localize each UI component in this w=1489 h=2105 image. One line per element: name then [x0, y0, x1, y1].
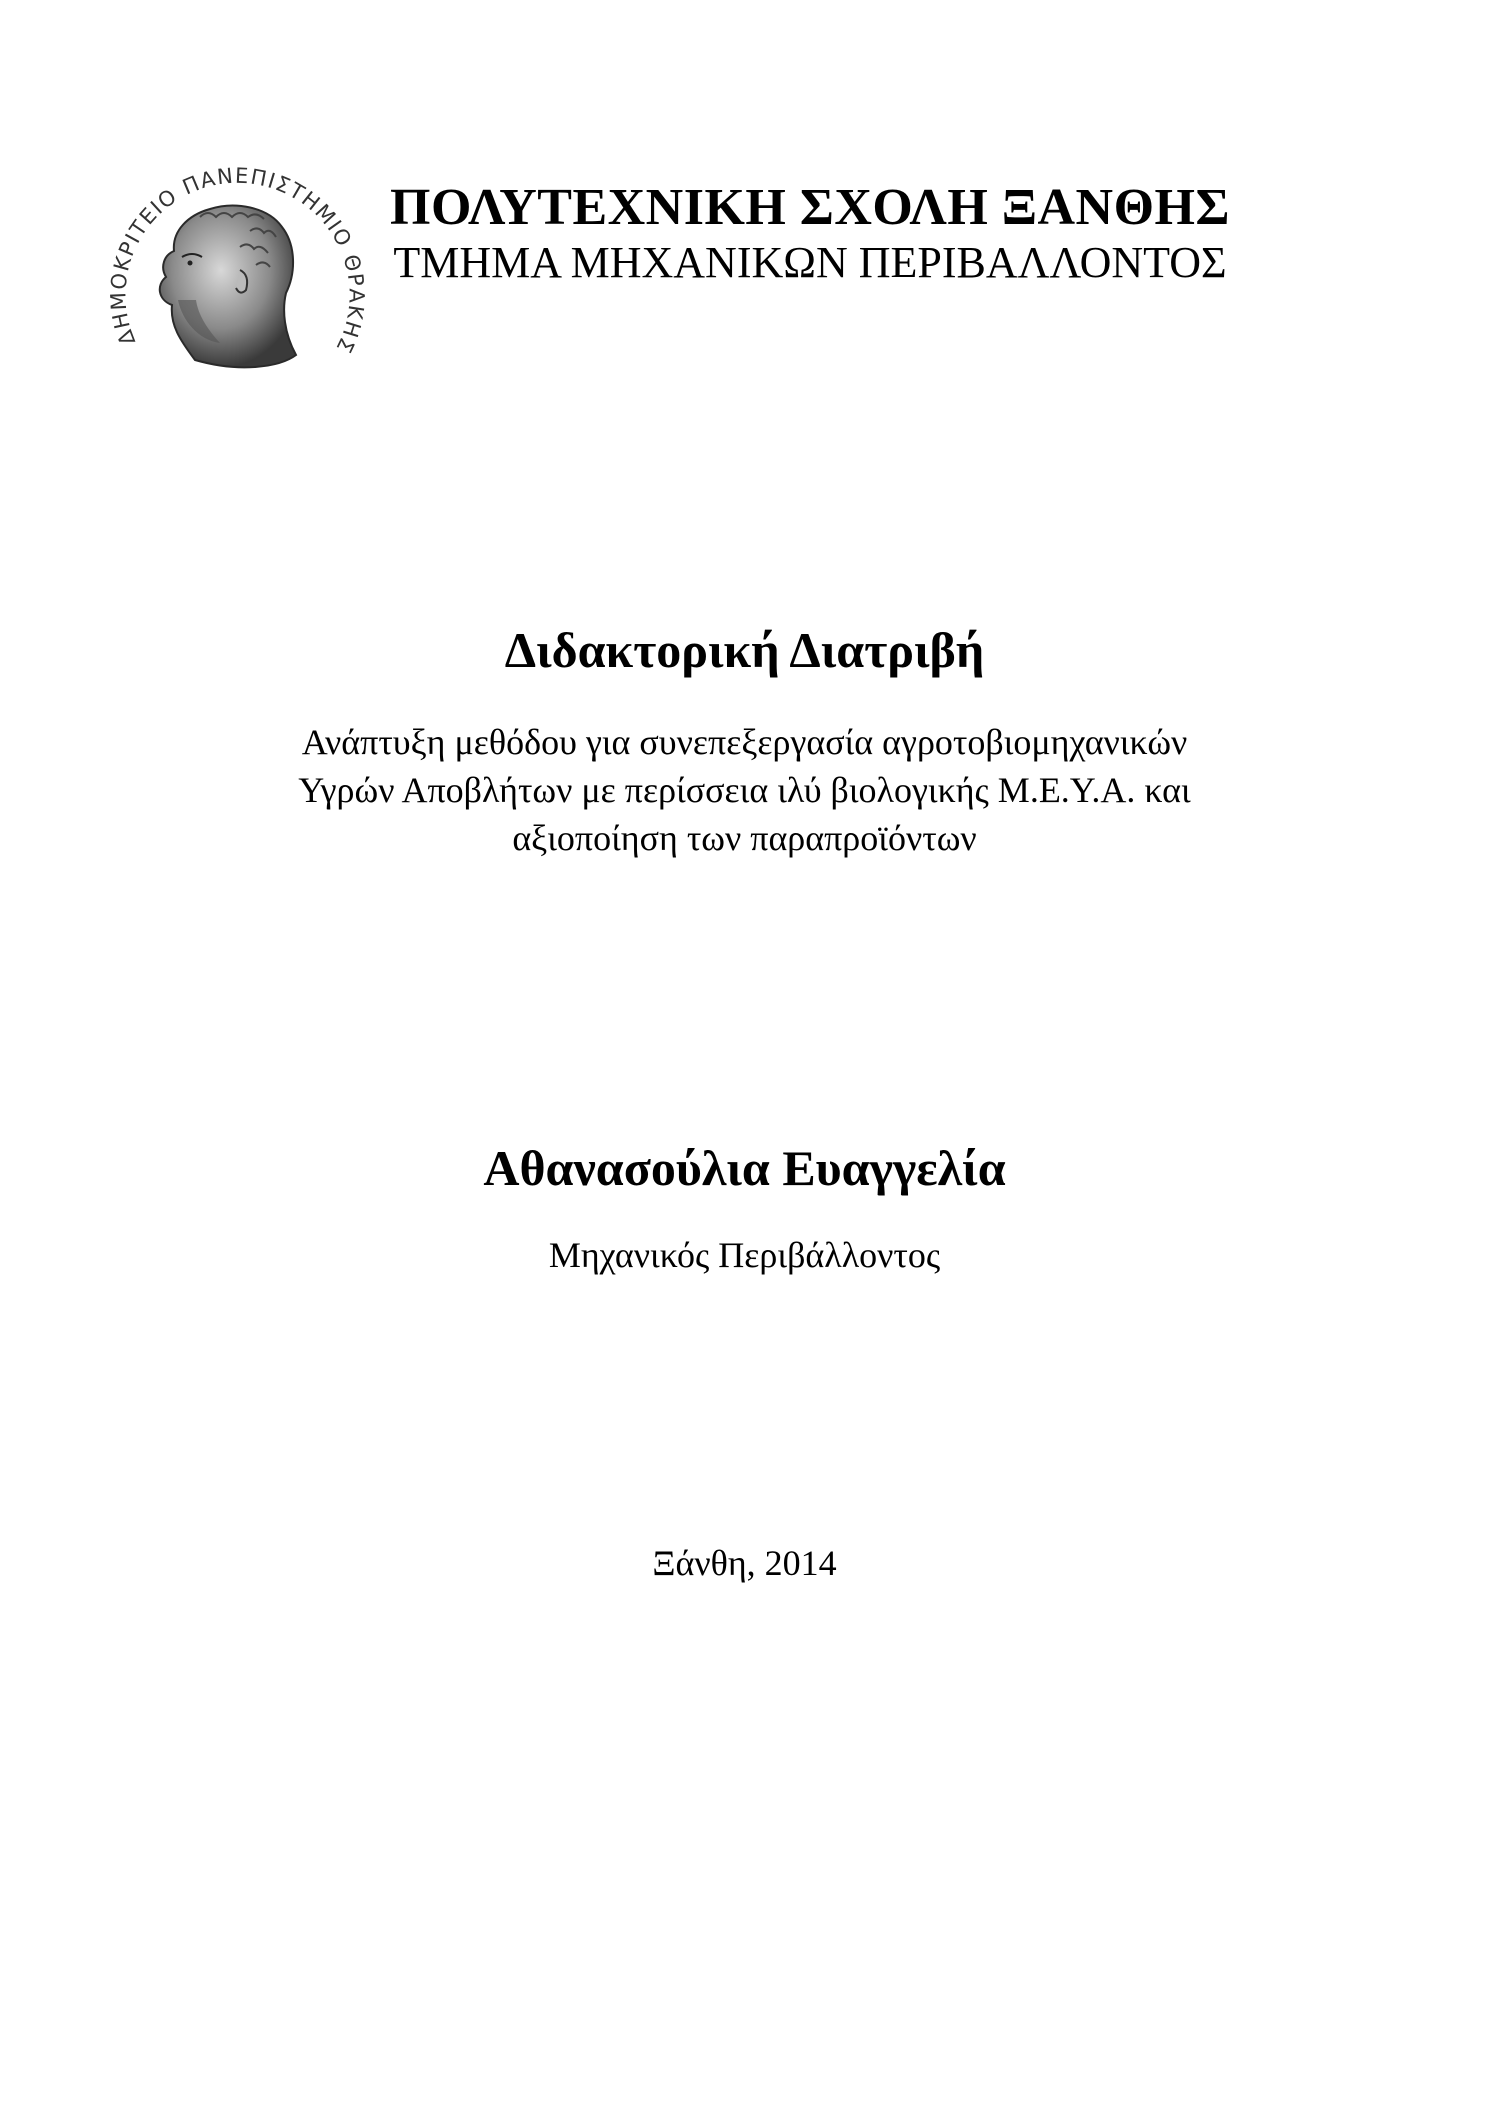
document-type: Διδακτορική Διατριβή — [504, 622, 985, 678]
school-name: ΠΟΛΥΤΕΧΝΙΚΗ ΣΧΟΛΗ ΞΑΝΘΗΣ — [390, 179, 1230, 236]
institution-header — [360, 178, 1260, 288]
author-role: Μηχανικός Περιβάλλοντος — [548, 1235, 941, 1275]
author-name: Αθανασούλια Ευαγγελία — [483, 1140, 1006, 1196]
seal-ring-text: ΔΗΜΟΚΡΙΤΕΙΟ ΠΑΝΕΠΙΣΤΗΜΙΟ ΘΡΑΚΗΣ — [106, 163, 369, 358]
thesis-title-line: Υγρών Αποβλήτων με περίσσεια ιλύ βιολογικής Μ.Ε.Υ.Α. και — [298, 770, 1191, 810]
thesis-title — [0, 718, 1489, 862]
thesis-title-line: αξιοποίηση των παραπροϊόντων — [512, 818, 977, 858]
place-date: Ξάνθη, 2014 — [652, 1543, 837, 1583]
university-seal-icon — [100, 135, 370, 395]
department-name: ΤΜΗΜΑ ΜΗΧΑΝΙΚΩΝ ΠΕΡΙΒΑΛΛΟΝΤΟΣ — [393, 238, 1227, 287]
thesis-title-line: Ανάπτυξη μεθόδου για συνεπεξεργασία αγροτοβιομηχανικών — [301, 722, 1188, 762]
